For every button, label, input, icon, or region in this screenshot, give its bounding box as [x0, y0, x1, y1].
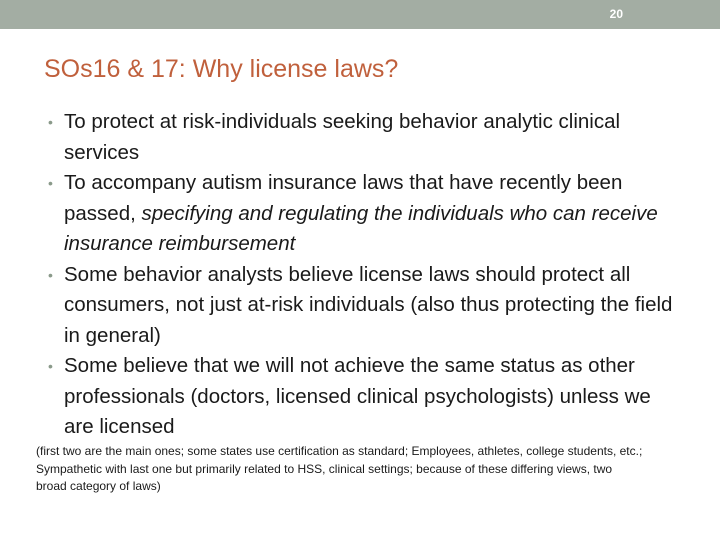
speaker-note: (first two are the main ones; some states use certification as standard; Employees, athletes, college students, etc.; Sympathetic with last one but primarily related to HSS, clinical settings; because of these differing views, two broad category of laws): [36, 444, 643, 493]
bullet-marker-icon: •: [48, 266, 53, 283]
bullet-list: [44, 107, 684, 443]
bullet-item: [44, 351, 684, 443]
bullet-text: Some believe that we will not achieve the same status as other professionals (doctors, licensed clinical psychologists) unless we are licensed: [64, 354, 651, 438]
bullet-marker-icon: •: [48, 175, 53, 191]
bullet-marker-icon: •: [48, 358, 53, 374]
bullet-text: To protect at risk-individuals seeking behavior analytic clinical services: [64, 110, 621, 164]
top-bar: [0, 0, 720, 29]
slide-number: 20: [609, 7, 623, 21]
bullet-text: To accompany autism insurance laws that have recently been passed,: [64, 171, 623, 225]
bullet-text: Some behavior analysts believe license laws should protect all consumers, not just at-risk individuals (also thus protecting the field in general): [64, 262, 673, 347]
bullet-item: [44, 260, 684, 352]
bullet-item: [44, 107, 684, 168]
bullet-item: [44, 168, 684, 260]
slide-title: SOs16 & 17: Why license laws?: [44, 55, 399, 83]
bullet-emphasis-text: specifying and regulating the individuals who can receive insurance reimbursement: [64, 201, 658, 255]
bullet-marker-icon: •: [48, 114, 53, 130]
